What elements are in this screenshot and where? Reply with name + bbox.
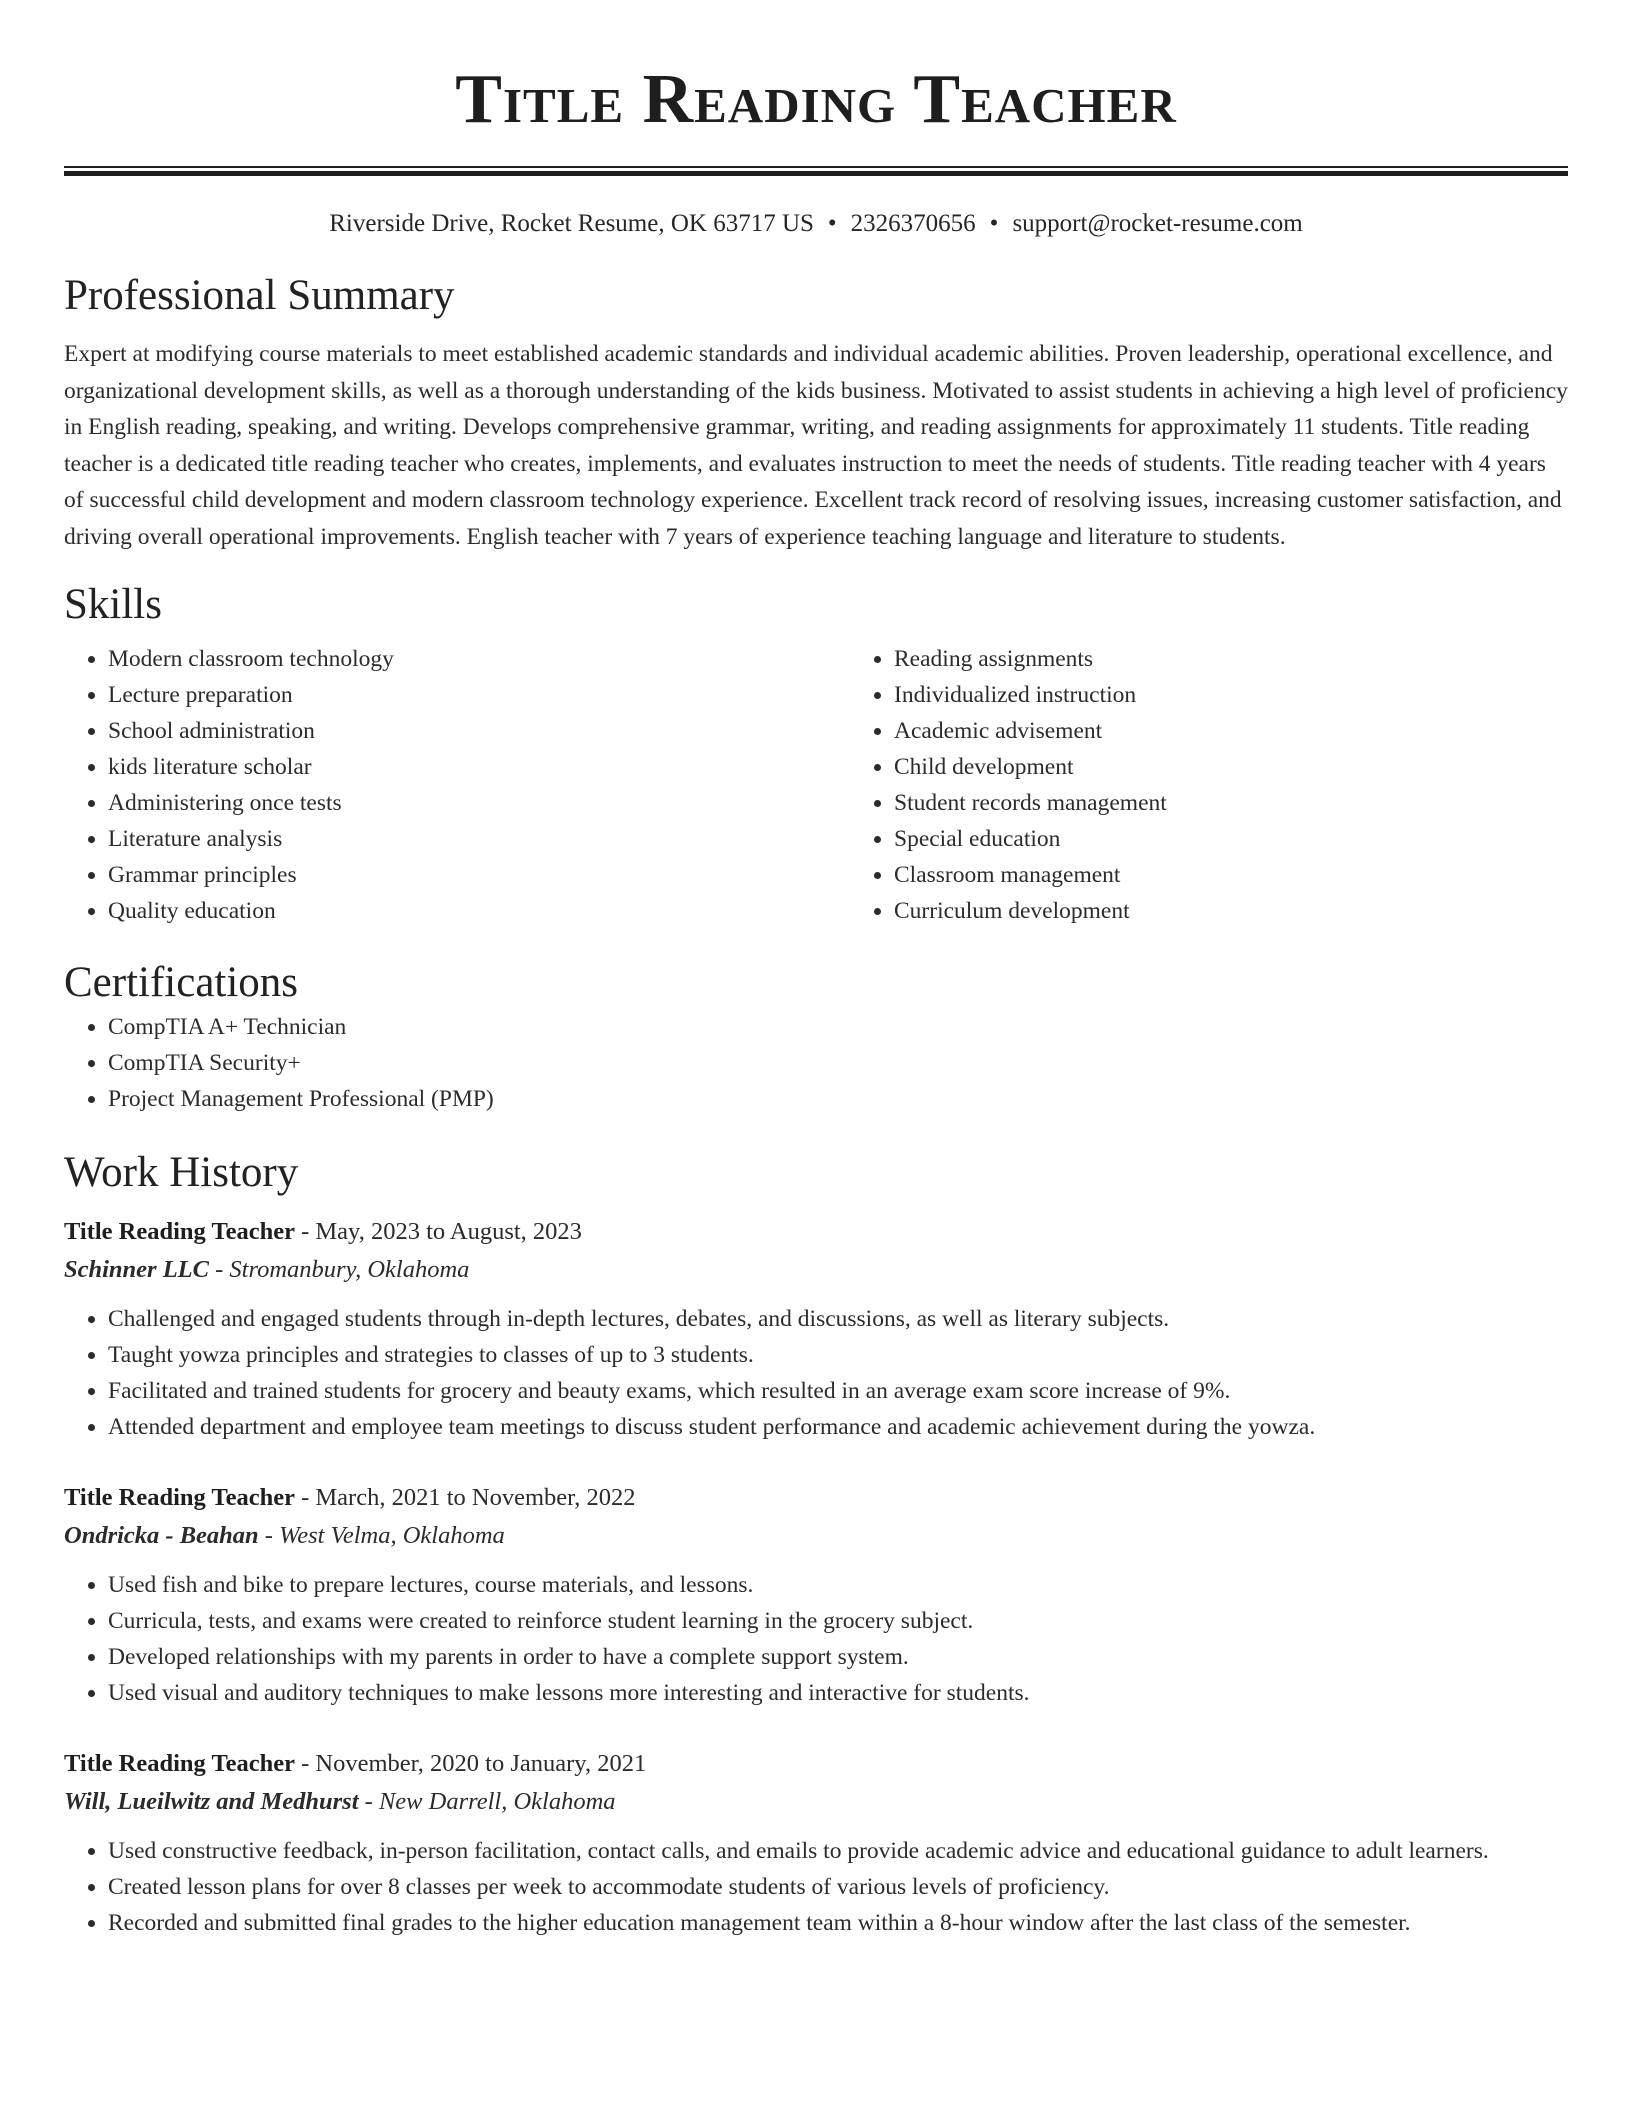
job-employer-line: Schinner LLC - Stromanbury, Oklahoma — [64, 1256, 470, 1283]
job-duty: • Used fish and bike to prepare lectures, course materials, and lessons. — [108, 1567, 1568, 1603]
skills-columns — [64, 641, 1568, 929]
skill-item: • School administration — [108, 713, 850, 749]
contact-line — [64, 208, 1568, 240]
job-dates: November, 2020 to January, 2021 — [315, 1750, 647, 1777]
job-duty: • Used visual and auditory techniques to make lessons more interesting and interactive for students. — [108, 1675, 1568, 1711]
skill-item: • Literature analysis — [108, 821, 850, 857]
section-heading-certifications: Certifications — [64, 959, 299, 1006]
job-duty: • Taught yowza principles and strategies to classes of up to 3 students. — [108, 1337, 1568, 1373]
job-header: Title Reading Teacher - May, 2023 to August, 2023 — [64, 1218, 582, 1245]
job-company: Will, Lueilwitz and Medhurst — [64, 1788, 359, 1815]
contact-separator: • — [827, 210, 837, 237]
resume-name-title: Title Reading Teacher — [455, 61, 1177, 138]
job-duty: • Facilitated and trained students for grocery and beauty exams, which resulted in an average exam score increase of 9%. — [108, 1373, 1568, 1409]
skill-item: • Curriculum development — [894, 893, 1632, 929]
job-title: Title Reading Teacher — [64, 1484, 295, 1511]
job-company: Ondricka - Beahan — [64, 1522, 259, 1549]
job-header: Title Reading Teacher - November, 2020 to January, 2021 — [64, 1750, 647, 1777]
skills-list-right — [850, 641, 1632, 929]
job-duties-list — [64, 1833, 1568, 1941]
summary-paragraph: Expert at modifying course materials to meet established academic standards and individual academic abilities. Proven leadership, operational excellence, and organizational development skills, as well as a thorough understanding of the kids business. Motivated to assist students in achieving a high level of proficiency in English reading, speaking, and writing. Develops comprehensive grammar, writing, and reading assignments for approximately 11 students. Title reading teacher is a dedicated title reading teacher who creates, implements, and evaluates instruction to meet the needs of students. Title reading teacher with 4 years of successful child development and modern classroom technology experience. Excellent track record of resolving issues, increasing customer satisfaction, and driving overall operational improvements. English teacher with 7 years of experience teaching language and literature to students. — [64, 341, 1568, 550]
skill-item: • Academic advisement — [894, 713, 1632, 749]
job-title: Title Reading Teacher — [64, 1218, 295, 1245]
skill-item: • Reading assignments — [894, 641, 1632, 677]
section-heading-skills: Skills — [64, 581, 162, 628]
skill-item: • kids literature scholar — [108, 749, 850, 785]
job-duty: • Created lesson plans for over 8 classes per week to accommodate students of various levels of proficiency. — [108, 1869, 1568, 1905]
contact-email: support@rocket-resume.com — [1012, 210, 1303, 237]
job-header: Title Reading Teacher - March, 2021 to November, 2022 — [64, 1484, 636, 1511]
job-duty: • Developed relationships with my parents in order to have a complete support system. — [108, 1639, 1568, 1675]
skill-item: • Administering once tests — [108, 785, 850, 821]
job-duty: • Used constructive feedback, in-person facilitation, contact calls, and emails to provide academic advice and educational guidance to adult learners. — [108, 1833, 1568, 1869]
certification-item: • Project Management Professional (PMP) — [108, 1081, 1568, 1117]
certification-item: • CompTIA Security+ — [108, 1045, 1568, 1081]
job-dates: May, 2023 to August, 2023 — [315, 1218, 582, 1245]
job-entry — [64, 1213, 1568, 1445]
header-double-rule — [64, 166, 1568, 176]
job-duty: • Challenged and engaged students through in-depth lectures, debates, and discussions, as well as literary subjects. — [108, 1301, 1568, 1337]
job-duty: • Recorded and submitted final grades to the higher education management team within a 8-hour window after the last class of the semester. — [108, 1905, 1568, 1941]
job-duties-list — [64, 1301, 1568, 1445]
skill-item: • Lecture preparation — [108, 677, 850, 713]
job-title: Title Reading Teacher — [64, 1750, 295, 1777]
skill-item: • Grammar principles — [108, 857, 850, 893]
skill-item: • Modern classroom technology — [108, 641, 850, 677]
job-location: New Darrell, Oklahoma — [378, 1788, 616, 1815]
certification-item: • CompTIA A+ Technician — [108, 1009, 1568, 1045]
job-duty: • Attended department and employee team meetings to discuss student performance and academic achievement during the yowza. — [108, 1409, 1568, 1445]
contact-address: Riverside Drive, Rocket Resume, OK 63717 US — [329, 210, 814, 237]
job-company: Schinner LLC — [64, 1256, 209, 1283]
job-entry — [64, 1479, 1568, 1711]
job-entry — [64, 1745, 1568, 1941]
job-location: Stromanbury, Oklahoma — [229, 1256, 470, 1283]
resume-page — [64, 0, 1568, 1941]
job-duty: • Curricula, tests, and exams were created to reinforce student learning in the grocery subject. — [108, 1603, 1568, 1639]
job-employer-line: Ondricka - Beahan - West Velma, Oklahoma — [64, 1522, 505, 1549]
skill-item: • Child development — [894, 749, 1632, 785]
job-duties-list — [64, 1567, 1568, 1711]
job-employer-line: Will, Lueilwitz and Medhurst - New Darrell, Oklahoma — [64, 1788, 616, 1815]
job-location: West Velma, Oklahoma — [279, 1522, 505, 1549]
contact-separator: • — [989, 210, 999, 237]
skill-item: • Student records management — [894, 785, 1632, 821]
section-heading-summary: Professional Summary — [64, 272, 455, 319]
skill-item: • Quality education — [108, 893, 850, 929]
skills-list-left — [64, 641, 850, 929]
certifications-list — [64, 1009, 1568, 1117]
skill-item: • Classroom management — [894, 857, 1632, 893]
contact-phone: 2326370656 — [850, 210, 976, 237]
job-dates: March, 2021 to November, 2022 — [315, 1484, 636, 1511]
skill-item: • Special education — [894, 821, 1632, 857]
section-heading-work-history: Work History — [64, 1149, 299, 1196]
skill-item: • Individualized instruction — [894, 677, 1632, 713]
